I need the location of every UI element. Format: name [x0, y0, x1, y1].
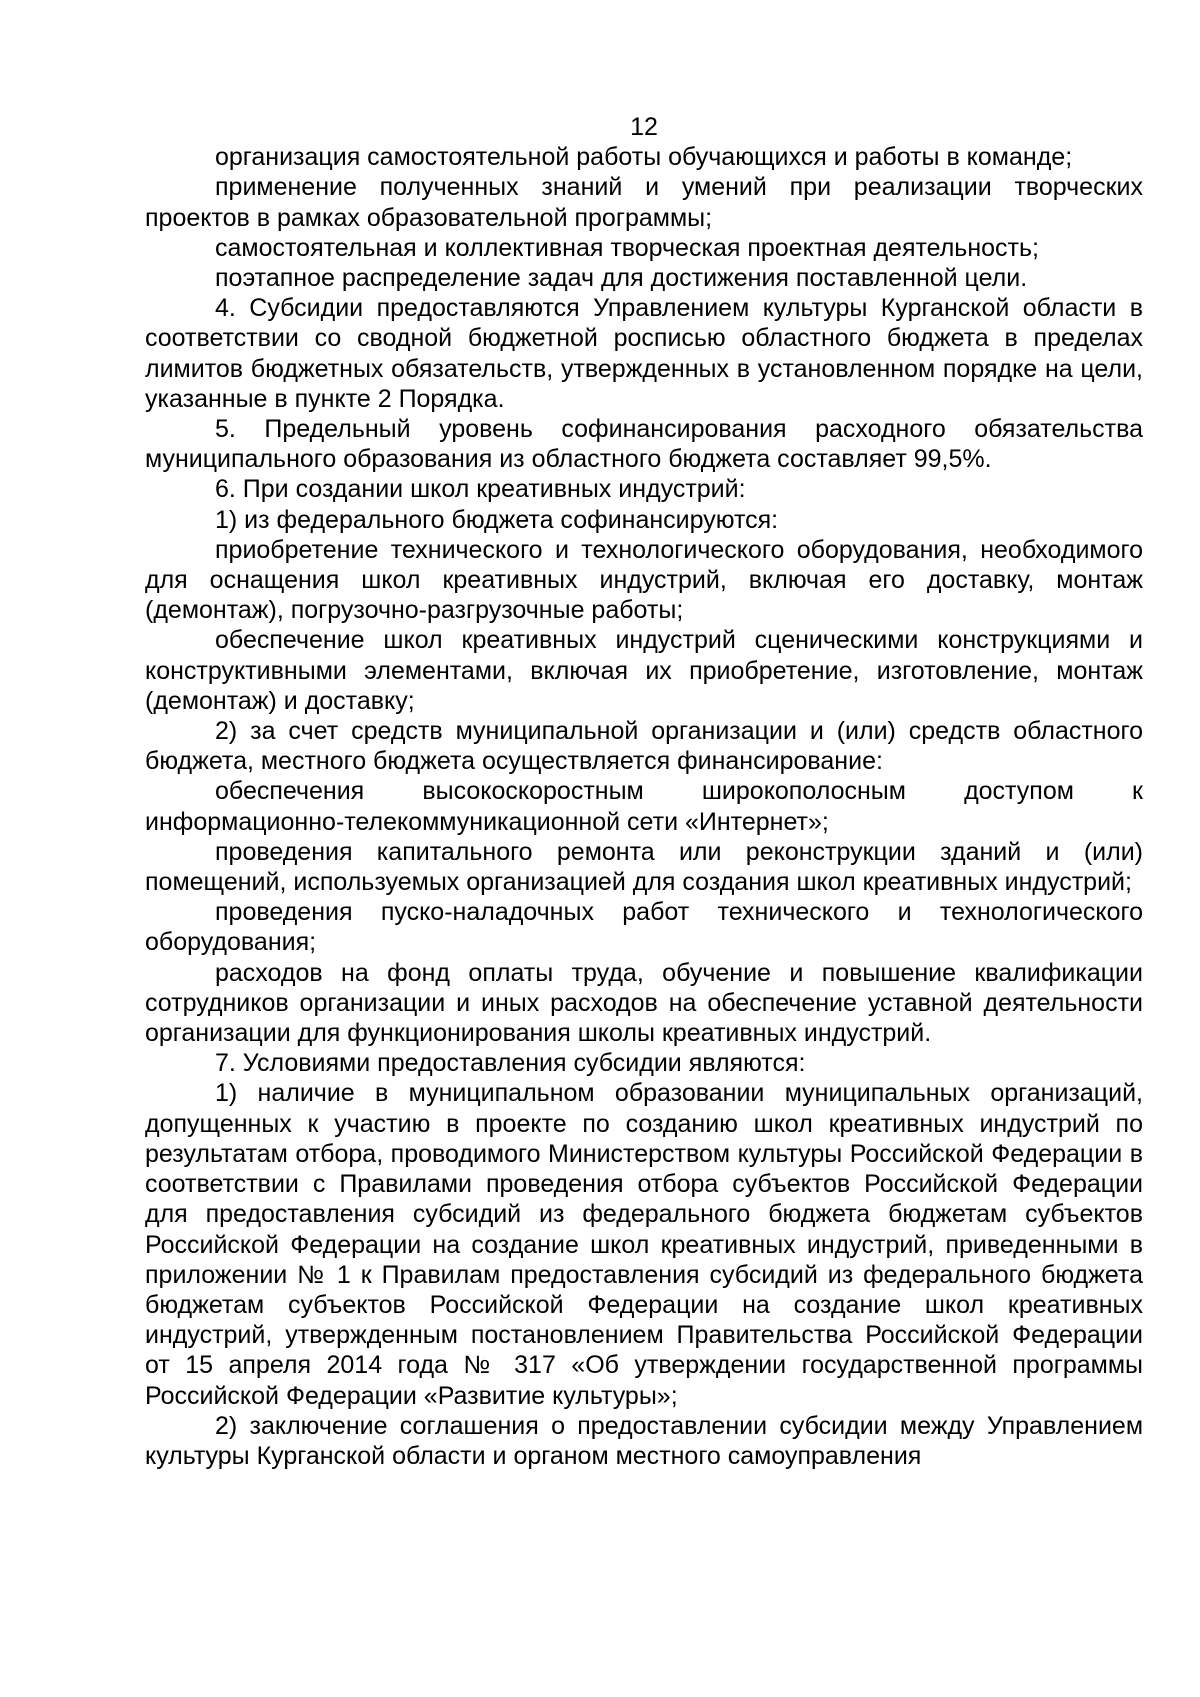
- document-page: [145, 112, 1143, 1471]
- paragraph: 4. Субсидии предоставляются Управлением культуры Курганской области в соответствии со сводной бюджетной росписью областного бюджета в пределах лимитов бюджетных обязательств, утвержденных в установленном порядке на цели, указанные в пункте 2 Порядка.: [145, 294, 1143, 413]
- paragraph: 2) за счет средств муниципальной организации и (или) средств областного бюджета, местного бюджета осуществляется финансирование:: [145, 717, 1143, 776]
- paragraph: 5. Предельный уровень софинансирования расходного обязательства муниципального образования из областного бюджета составляет 99,5%.: [145, 415, 1143, 474]
- paragraph: 6. При создании школ креативных индустрий:: [215, 475, 746, 504]
- paragraph: применение полученных знаний и умений при реализации творческих проектов в рамках образовательной программы;: [145, 173, 1143, 232]
- paragraph: проведения пуско-наладочных работ технического и технологического оборудования;: [145, 898, 1143, 957]
- paragraph: приобретение технического и технологического оборудования, необходимого для оснащения школ креативных индустрий, включая его доставку, монтаж (демонтаж), погрузочно-разгрузочные работы;: [145, 535, 1143, 625]
- paragraph: обеспечение школ креативных индустрий сценическими конструкциями и конструктивными элементами, включая их приобретение, изготовление, монтаж (демонтаж) и доставку;: [145, 626, 1143, 715]
- page-number: 12: [630, 113, 658, 141]
- paragraph: расходов на фонд оплаты труда, обучение и повышение квалификации сотрудников организации и иных расходов на обеспечение уставной деятельности организации для функционирования школы креативных индустрий.: [145, 958, 1143, 1048]
- paragraph: 2) заключение соглашения о предоставлении субсидии между Управлением культуры Курганской области и органом местного самоуправления: [145, 1411, 1143, 1470]
- paragraph: 1) наличие в муниципальном образовании муниципальных организаций, допущенных к участию в проекте по созданию школ креативных индустрий по результатам отбора, проводимого Министерством культуры Российской Федерации в соответствии с Правилами проведения отбора субъектов Российской Федерации для предоставления субсидий из федерального бюджета бюджетам субъектов Российской Федерации на создание школ креативных индустрий, приведенными в приложении № 1 к Правилам предоставления субсидий из федерального бюджета бюджетам субъектов Российской Федерации на создание школ креативных индустрий, утвержденным постановлением Правительства Российской Федерации от 15 апреля 2014 года № 317 «Об утверждении государственной программы Российской Федерации «Развитие культуры»;: [145, 1079, 1143, 1410]
- paragraph: организация самостоятельной работы обучающихся и работы в команде;: [215, 143, 1073, 172]
- paragraph: 1) из федерального бюджета софинансируются:: [215, 505, 779, 534]
- paragraph: поэтапное распределение задач для достижения поставленной цели.: [215, 264, 1028, 292]
- paragraph: проведения капитального ремонта или реконструкции зданий и (или) помещений, используемых организацией для создания школ креативных индустрий;: [145, 837, 1143, 897]
- paragraph: обеспечения высокоскоростным широкополосным доступом к информационно-телекоммуникационной сети «Интернет»;: [145, 777, 1143, 836]
- paragraph: 7. Условиями предоставления субсидии являются:: [215, 1049, 806, 1078]
- paragraph: самостоятельная и коллективная творческая проектная деятельность;: [215, 233, 1039, 262]
